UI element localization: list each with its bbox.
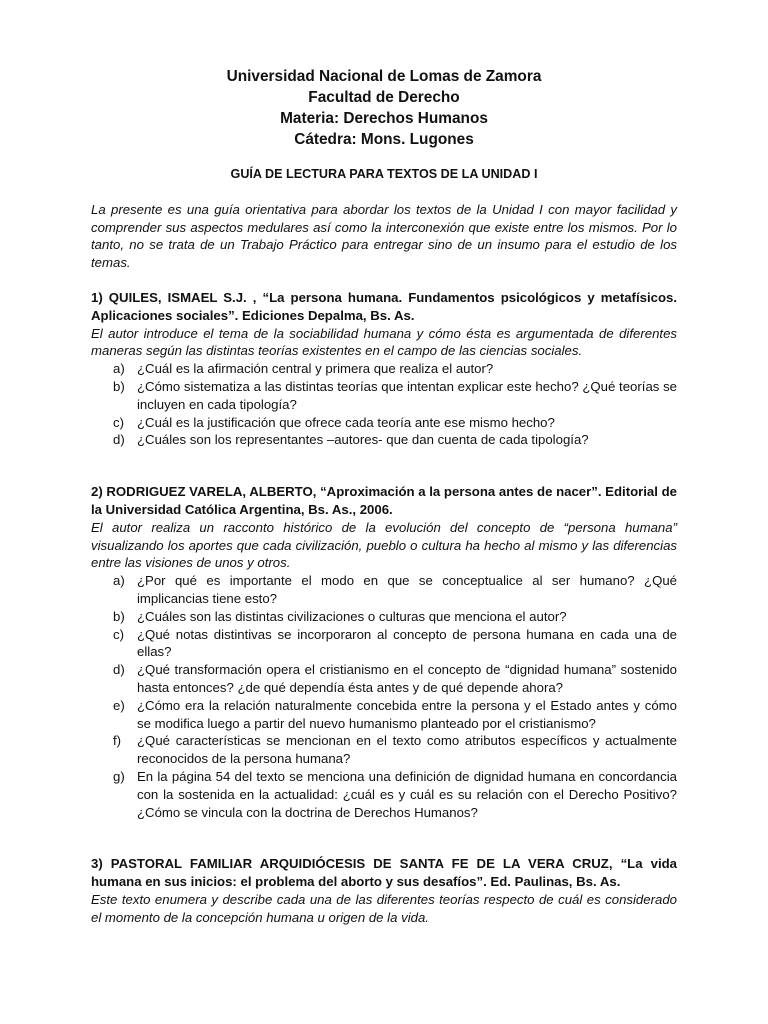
chair-name: Cátedra: Mons. Lugones	[294, 131, 474, 148]
question-marker: d)	[113, 662, 125, 678]
reading-section-3	[91, 855, 677, 926]
section-reference: 1) QUILES, ISMAEL S.J. , “La persona humana. Fundamentos psicológicos y metafísicos. Aplicaciones sociales”. Ediciones Depalma, Bs. As.	[91, 289, 677, 323]
section-description: El autor introduce el tema de la sociabilidad humana y cómo ésta es argumentada de diferentes maneras según las distintas teorías existentes en el campo de las ciencias sociales.	[91, 325, 677, 359]
section-reference: 2) RODRIGUEZ VARELA, ALBERTO, “Aproximación a la persona antes de nacer”. Editorial de la Universidad Católica Argentina, Bs. As., 2006.	[91, 484, 677, 517]
question-marker: a)	[113, 573, 125, 589]
guide-title: GUÍA DE LECTURA PARA TEXTOS DE LA UNIDAD I	[230, 167, 538, 181]
question-list	[91, 360, 677, 449]
question-text: En la página 54 del texto se menciona una definición de dignidad humana en concordancia con la sostenida en la actualidad: ¿cuál es y cuál es su relación con el Derecho Positivo? ¿Cómo se vincula con la doctrina de Derechos Humanos?	[137, 768, 677, 820]
question-text: ¿Cuáles son las distintas civilizaciones o culturas que menciona el autor?	[137, 608, 567, 624]
question-item	[113, 572, 677, 608]
question-text: ¿Qué notas distintivas se incorporaron al concepto de persona humana en cada una de ellas?	[137, 626, 677, 660]
intro-paragraph: La presente es una guía orientativa para abordar los textos de la Unidad I con mayor facilidad y comprender sus aspectos medulares así como la interconexión que existe entre los mismos. Por lo tanto, no se trata de un Trabajo Práctico para entregar sino de un insumo para el estudio de los temas.	[91, 201, 677, 271]
question-text: ¿Qué transformación opera el cristianismo en el concepto de “dignidad humana” sostenido hasta entonces? ¿de qué dependía ésta antes y de qué depende ahora?	[137, 662, 677, 695]
question-text: ¿Cómo era la relación naturalmente concebida entre la persona y el Estado antes y cómo se modifica luego a partir del nuevo humanismo planteado por el cristianismo?	[137, 697, 677, 731]
faculty-name: Facultad de Derecho	[308, 89, 460, 106]
document-header	[91, 66, 677, 150]
question-item	[113, 768, 677, 821]
question-item	[113, 697, 677, 733]
university-name: Universidad Nacional de Lomas de Zamora	[226, 68, 542, 85]
question-text: ¿Cuál es la justificación que ofrece cada teoría ante ese mismo hecho?	[137, 414, 555, 430]
question-marker: f)	[113, 733, 122, 749]
question-marker: c)	[113, 626, 124, 642]
section-reference: 3) PASTORAL FAMILIAR ARQUIDIÓCESIS DE SANTA FE DE LA VERA CRUZ, “La vida humana en sus inicios: el problema del aborto y sus desafíos”. Ed. Paulinas, Bs. As.	[91, 856, 677, 890]
question-item	[113, 414, 677, 432]
question-text: ¿Cuál es la afirmación central y primera que realiza el autor?	[137, 361, 494, 377]
question-marker: c)	[113, 414, 124, 430]
question-text: ¿Cuáles son los representantes –autores- que dan cuenta de cada tipología?	[137, 432, 589, 448]
section-description: Este texto enumera y describe cada una de las diferentes teorías respecto de cuál es considerado el momento de la concepción humana u origen de la vida.	[91, 891, 677, 925]
question-marker: g)	[113, 768, 125, 784]
question-text: ¿Qué características se mencionan en el texto como atributos específicos y actualmente reconocidos de la persona humana?	[137, 733, 677, 767]
subject-name: Materia: Derechos Humanos	[280, 110, 488, 127]
question-text: ¿Por qué es importante el modo en que se conceptualice al ser humano? ¿Qué implicancias tiene esto?	[137, 573, 677, 606]
question-marker: d)	[113, 432, 125, 448]
question-marker: b)	[113, 378, 125, 394]
question-item	[113, 626, 677, 662]
question-item	[113, 378, 677, 414]
question-marker: a)	[113, 361, 125, 377]
reading-section-2	[91, 483, 677, 821]
question-item	[113, 431, 677, 449]
question-item	[113, 360, 677, 378]
question-text: ¿Cómo sistematiza a las distintas teorías que intentan explicar este hecho? ¿Qué teorías se incluyen en cada tipología?	[137, 378, 677, 412]
reading-section-1	[91, 289, 677, 449]
question-item	[113, 608, 677, 626]
question-marker: b)	[113, 608, 125, 624]
section-description: El autor realiza un racconto histórico de la evolución del concepto de “persona humana” visualizando los aportes que cada civilización, pueblo o cultura ha hecho al mismo y las diferencias entre las visiones de unos y otros.	[91, 519, 677, 571]
question-item	[113, 661, 677, 697]
question-item	[113, 732, 677, 768]
question-list	[91, 572, 677, 821]
question-marker: e)	[113, 697, 125, 713]
